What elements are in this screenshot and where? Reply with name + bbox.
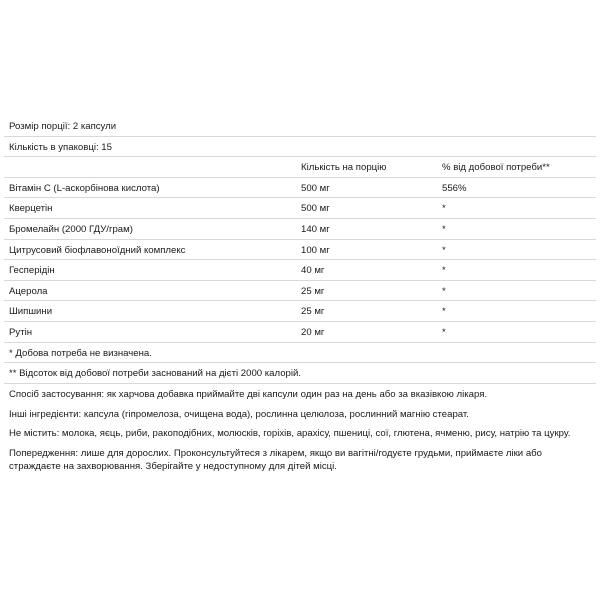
header-daily-value: % від добової потреби** [442,162,550,174]
ingredient-daily-value: * [442,326,446,338]
ingredient-amount: 140 мг [301,223,330,235]
ingredient-name: Гесперідін [9,265,55,277]
footnote-not-established: * Добова потреба не визначена. [9,347,152,359]
ingredient-name: Бромелайн (2000 ГДУ/грам) [9,223,133,235]
ingredient-name: Кверцетін [9,203,53,215]
table-row [4,322,596,343]
ingredient-daily-value: * [442,306,446,318]
ingredient-name: Рутін [9,326,33,338]
supplement-facts-table [4,116,596,384]
other-ingredients-text: Інші інгредієнти: капсула (гіпромелоза, очищена вода), рослинна целюлоза, рослинний магнію стеарат. [9,408,469,420]
ingredient-daily-value: * [442,244,446,256]
ingredient-amount: 25 мг [301,285,325,297]
table-header-row [4,157,596,178]
ingredient-amount: 25 мг [301,306,325,318]
ingredient-name: Ацерола [9,285,48,297]
ingredient-amount: 40 мг [301,265,325,277]
ingredient-name: Вітамін C (L-аскорбінова кислота) [9,182,160,194]
ingredient-name: Шипшини [9,306,53,318]
free-of-text: Не містить: молока, яєць, риби, ракоподібних, молюсків, горіхів, арахісу, пшениці, сої, глютена, ячменю, рису, натрію та цукру. [9,428,571,439]
table-row [4,240,596,261]
table-row [4,198,596,219]
ingredient-daily-value: 556% [442,182,467,194]
table-row [4,219,596,240]
footnote-row [4,363,596,384]
table-row [4,260,596,281]
warning-text: Попередження: лише для дорослих. Проконсультуйтеся з лікарем, якщо ви вагітні/годуєте грудьми, приймаєте ліки або страждаєте на захворювання. Зберігайте у недоступному для дітей місці. [9,447,542,472]
product-notes [9,388,591,479]
usage-text: Спосіб застосування: як харчова добавка приймайте дві капсули один раз на день або за вказівкою лікаря. [9,389,488,400]
table-row [4,178,596,199]
table-row [4,281,596,302]
footnote-daily-value-basis: ** Відсоток від добової потреби заснований на дієті 2000 калорій. [9,368,302,380]
ingredient-daily-value: * [442,223,446,235]
serving-size: Розмір порції: 2 капсули [9,121,117,132]
ingredient-daily-value: * [442,285,446,297]
servings-per-container-row [4,137,596,158]
ingredient-amount: 500 мг [301,203,330,215]
servings-per-container: Кількість в упаковці: 15 [9,141,112,153]
ingredient-daily-value: * [442,203,446,215]
header-amount: Кількість на порцію [301,162,387,174]
ingredient-amount: 20 мг [301,326,325,338]
ingredient-daily-value: * [442,265,446,277]
serving-size-row [4,116,596,137]
ingredient-amount: 100 мг [301,244,330,256]
ingredient-amount: 500 мг [301,182,330,194]
table-row [4,301,596,322]
footnote-row [4,343,596,364]
ingredient-name: Цитрусовий біофлавоноїдний комплекс [9,244,186,256]
